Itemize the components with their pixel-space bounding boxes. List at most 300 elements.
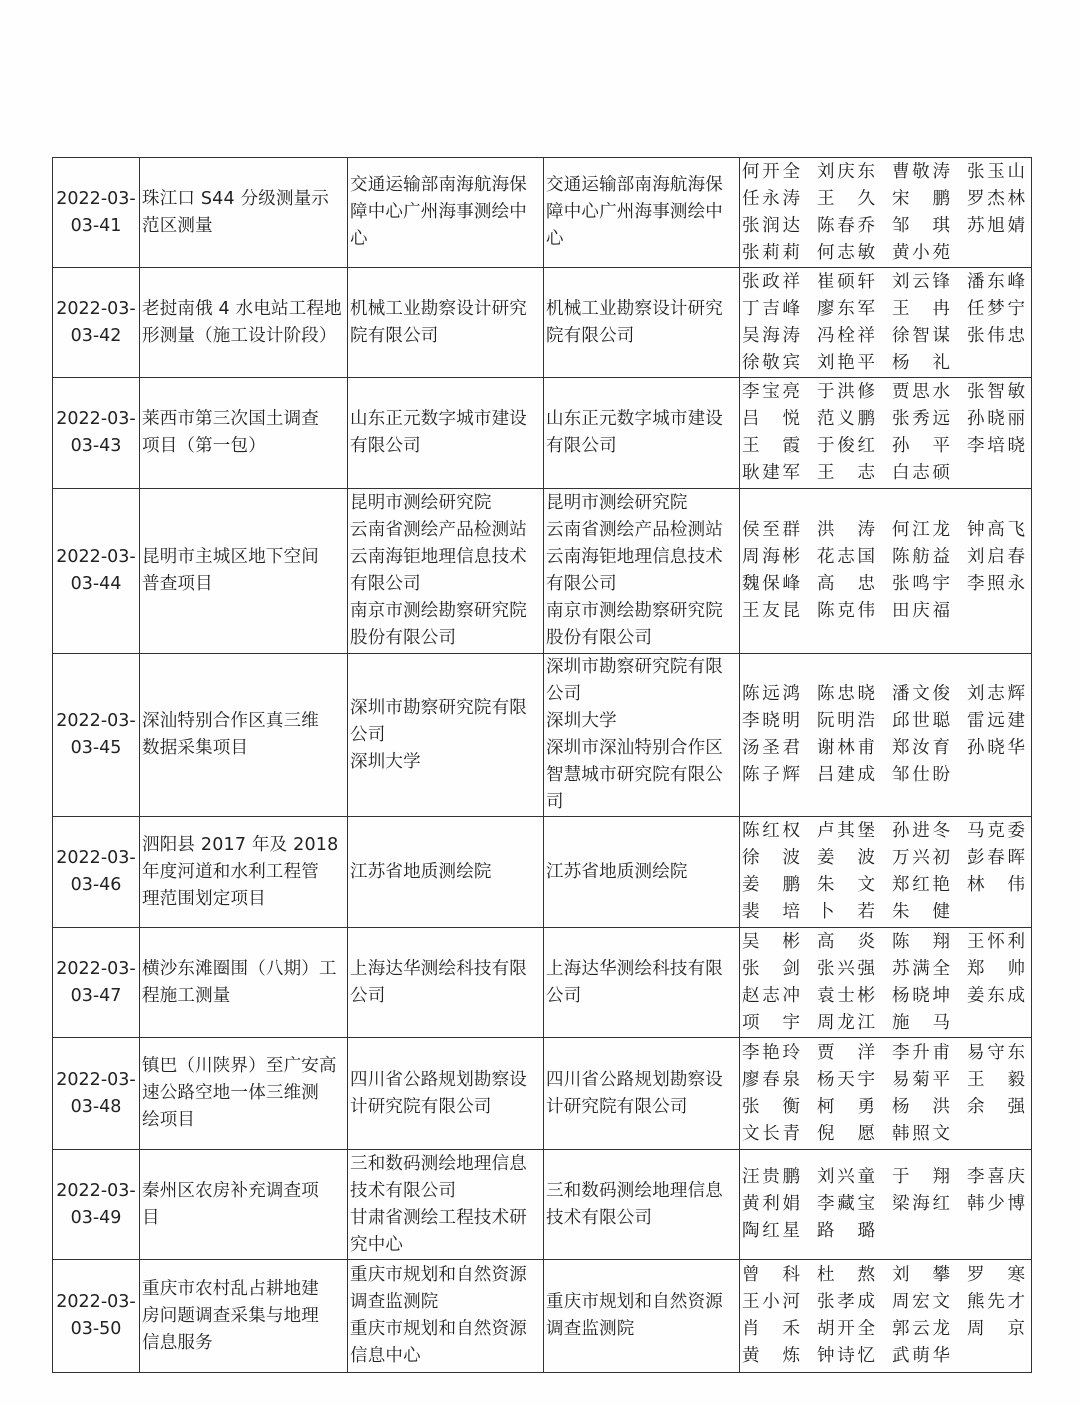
person-name: 文长青 (742, 1123, 800, 1144)
person-name: 宋 鹏 (892, 188, 950, 209)
person-name: 李晓明 (742, 711, 800, 731)
project-name-line: 镇巴（川陕界）至广安高 (142, 1056, 337, 1076)
main-organization-cell (544, 928, 740, 1038)
person-name: 郑 帅 (967, 958, 1025, 979)
personnel-grid (742, 1262, 1029, 1370)
person-name: 花志国 (817, 547, 875, 567)
main-organization-line: 技术有限公司 (546, 1207, 653, 1228)
personnel-grid (742, 1164, 1029, 1245)
completing-unit-cell (348, 268, 544, 378)
person-name: 高 炎 (817, 931, 875, 952)
person-name: 耿建军 (742, 463, 800, 483)
person-name: 刘艳平 (817, 352, 875, 373)
project-number-line: 03-42 (70, 325, 122, 346)
person-name: 陈克伟 (817, 601, 875, 621)
completing-unit-line: 昆明市测绘研究院 (350, 493, 492, 513)
person-name: 陶红星 (742, 1221, 800, 1241)
main-organization-line: 云南海钜地理信息技术 (546, 547, 723, 567)
completing-unit-line: 三和数码测绘地理信息 (350, 1153, 527, 1174)
personnel-grid (742, 1040, 1029, 1148)
personnel-cell (740, 817, 1032, 928)
person-name: 张兴强 (817, 958, 875, 979)
person-name: 吴海涛 (742, 325, 800, 346)
person-name: 施 马 (892, 1012, 950, 1033)
person-name: 李藏宝 (817, 1194, 875, 1214)
project-name-line: 绘项目 (142, 1110, 196, 1130)
main-organization-line: 三和数码测绘地理信息 (546, 1180, 723, 1201)
person-name: 马克委 (967, 821, 1025, 841)
main-organization-line: 深圳市勘察研究院有限 (546, 657, 723, 677)
person-name: 刘 攀 (892, 1265, 950, 1285)
main-organization-line: 股份有限公司 (546, 628, 653, 648)
person-name: 陈 翔 (892, 931, 950, 952)
project-name-cell (140, 928, 348, 1038)
person-name: 徐智谋 (892, 325, 950, 346)
completing-unit-line: 有限公司 (350, 436, 421, 456)
person-name: 张 剑 (742, 958, 800, 979)
main-organization-line: 交通运输部南海航海保 (546, 175, 723, 195)
project-name-line: 房问题调查采集与地理 (142, 1305, 319, 1326)
personnel-grid (742, 929, 1029, 1037)
main-organization-cell (544, 158, 740, 268)
person-name: 阮明浩 (817, 711, 875, 731)
personnel-grid (742, 269, 1029, 377)
project-name-line: 年度河道和水利工程管 (142, 861, 319, 882)
person-name: 刘启春 (967, 547, 1025, 567)
person-name: 罗杰林 (967, 188, 1025, 209)
completing-unit-cell (348, 1260, 544, 1373)
project-name-line: 理范围划定项目 (142, 888, 266, 909)
person-name: 李照永 (967, 574, 1025, 594)
personnel-cell (740, 378, 1032, 489)
person-name: 李喜庆 (967, 1167, 1025, 1187)
person-name: 张莉莉 (742, 242, 800, 263)
person-name: 易菊平 (892, 1069, 950, 1090)
person-name: 黄 炼 (742, 1346, 800, 1366)
person-name: 张伟忠 (967, 325, 1025, 346)
person-name: 任梦宁 (967, 298, 1025, 319)
person-name: 吕建成 (817, 765, 875, 785)
person-name: 洪 涛 (817, 520, 875, 540)
person-name: 陈舫益 (892, 547, 950, 567)
person-name: 胡开全 (817, 1319, 875, 1339)
project-number-line: 2022-03- (56, 848, 136, 868)
project-number-line: 03-47 (70, 985, 122, 1006)
person-name: 郭云龙 (892, 1319, 950, 1339)
project-name-cell (140, 1150, 348, 1260)
person-name: 邱世聪 (892, 711, 950, 731)
person-name: 杨 洪 (892, 1096, 950, 1117)
project-number-line: 2022-03- (56, 1180, 136, 1201)
person-name: 陈忠晓 (817, 684, 875, 704)
person-name: 王 志 (817, 463, 875, 483)
main-organization-line: 昆明市测绘研究院 (546, 493, 688, 513)
project-number-line: 2022-03- (56, 298, 136, 319)
completing-unit-line: 云南省测绘产品检测站 (350, 520, 527, 540)
project-number-line: 03-48 (70, 1096, 122, 1117)
completing-unit-cell (348, 489, 544, 654)
person-name: 郑红艳 (892, 875, 950, 895)
person-name: 李宝亮 (742, 382, 800, 402)
completing-unit-cell (348, 654, 544, 817)
person-name: 张智敏 (967, 382, 1025, 402)
person-name: 于俊红 (817, 436, 875, 456)
completing-unit-cell (348, 817, 544, 928)
project-number-line: 2022-03- (56, 958, 136, 979)
project-name-line: 横沙东滩圈围（八期）工 (142, 958, 337, 979)
person-name: 李培晓 (967, 436, 1025, 456)
completing-unit-line: 障中心广州海事测绘中 (350, 202, 527, 222)
completing-unit-line: 股份有限公司 (350, 628, 457, 648)
completing-unit-cell (348, 928, 544, 1038)
completing-unit-line: 四川省公路规划勘察设 (350, 1069, 527, 1090)
project-name-line: 数据采集项目 (142, 738, 249, 758)
project-number-line: 03-44 (70, 574, 122, 594)
completing-unit-line: 深圳大学 (350, 751, 421, 772)
person-name: 白志硕 (892, 463, 950, 483)
person-name: 熊先才 (967, 1292, 1025, 1312)
project-number-line: 2022-03- (56, 1069, 136, 1090)
person-name: 余 强 (967, 1096, 1025, 1117)
person-name: 周宏文 (892, 1292, 950, 1312)
main-organization-cell (544, 654, 740, 817)
person-name: 刘云锋 (892, 271, 950, 292)
completing-unit-line: 心 (350, 229, 368, 249)
personnel-cell (740, 1038, 1032, 1150)
main-organization-line: 智慧城市研究院有限公 (546, 765, 723, 785)
completing-unit-line: 信息中心 (350, 1346, 421, 1366)
person-name: 王 毅 (967, 1069, 1025, 1090)
person-name: 黄利娟 (742, 1194, 800, 1214)
personnel-cell (740, 654, 1032, 817)
person-name: 韩照文 (892, 1123, 950, 1144)
main-organization-line: 公司 (546, 684, 582, 704)
person-name: 孙晓丽 (967, 409, 1025, 429)
person-name: 贾 洋 (817, 1042, 875, 1063)
project-name-line: 昆明市主城区地下空间 (142, 547, 319, 567)
person-name: 张孝成 (817, 1292, 875, 1312)
person-name: 汤圣君 (742, 738, 800, 758)
person-name: 张玉山 (967, 161, 1025, 182)
completing-unit-line: 上海达华测绘科技有限 (350, 958, 527, 979)
person-name: 罗 寒 (967, 1265, 1025, 1285)
person-name: 于 翔 (892, 1167, 950, 1187)
completing-unit-cell (348, 158, 544, 268)
person-name: 冯栓祥 (817, 325, 875, 346)
project-number-cell (53, 268, 140, 378)
project-name-cell (140, 268, 348, 378)
person-name: 田庆福 (892, 601, 950, 621)
project-name-line: 目 (142, 1207, 160, 1228)
project-name-cell (140, 654, 348, 817)
personnel-cell (740, 268, 1032, 378)
person-name: 黄小苑 (892, 242, 950, 263)
person-name: 曾 科 (742, 1265, 800, 1285)
person-name: 张政祥 (742, 271, 800, 292)
main-organization-line: 机械工业勘察设计研究 (546, 298, 723, 319)
person-name: 苏旭婧 (967, 215, 1025, 236)
project-name-cell (140, 817, 348, 928)
person-name: 倪 愿 (817, 1123, 875, 1144)
person-name: 卜 若 (817, 902, 875, 922)
table-row (53, 489, 1032, 654)
person-name: 朱 健 (892, 902, 950, 922)
person-name: 汪贵鹏 (742, 1167, 800, 1187)
person-name: 刘志辉 (967, 684, 1025, 704)
person-name: 孙晓华 (967, 738, 1025, 758)
completing-unit-line: 机械工业勘察设计研究 (350, 298, 527, 319)
main-organization-cell (544, 489, 740, 654)
person-name: 刘庆东 (817, 161, 875, 182)
project-name-line: 速公路空地一体三维测 (142, 1083, 319, 1103)
main-organization-line: 深圳大学 (546, 711, 617, 731)
person-name: 袁士彬 (817, 985, 875, 1006)
main-organization-line: 南京市测绘勘察研究院 (546, 601, 723, 621)
main-organization-line: 山东正元数字城市建设 (546, 409, 723, 429)
person-name: 崔硕轩 (817, 271, 875, 292)
person-name: 曹敬涛 (892, 161, 950, 182)
project-number-cell (53, 1150, 140, 1260)
person-name: 周龙江 (817, 1012, 875, 1033)
table-body (53, 158, 1032, 1373)
completing-unit-cell (348, 378, 544, 489)
award-project-table (52, 157, 1032, 1373)
person-name: 邹仕盼 (892, 765, 950, 785)
person-name: 陈远鸿 (742, 684, 800, 704)
main-organization-line: 重庆市规划和自然资源 (546, 1292, 723, 1312)
completing-unit-line: 南京市测绘勘察研究院 (350, 601, 527, 621)
person-name: 周海彬 (742, 547, 800, 567)
table-row (53, 268, 1032, 378)
main-organization-line: 江苏省地质测绘院 (546, 861, 688, 882)
person-name: 吴 彬 (742, 931, 800, 952)
person-name: 邹 琪 (892, 215, 950, 236)
project-name-cell (140, 1260, 348, 1373)
project-number-cell (53, 1260, 140, 1373)
person-name: 王 霞 (742, 436, 800, 456)
personnel-grid (742, 681, 1029, 789)
project-name-line: 项目（第一包） (142, 436, 266, 456)
person-name: 徐敬宾 (742, 352, 800, 373)
person-name: 姜东成 (967, 985, 1025, 1006)
main-organization-cell (544, 1260, 740, 1373)
person-name: 朱 文 (817, 875, 875, 895)
project-number-cell (53, 158, 140, 268)
personnel-grid (742, 379, 1029, 487)
personnel-grid (742, 159, 1029, 267)
person-name: 贾思水 (892, 382, 950, 402)
person-name: 丁吉峰 (742, 298, 800, 319)
main-organization-cell (544, 1150, 740, 1260)
main-organization-line: 有限公司 (546, 436, 617, 456)
person-name: 谢林甫 (817, 738, 875, 758)
main-organization-line: 有限公司 (546, 574, 617, 594)
person-name: 周 京 (967, 1319, 1025, 1339)
person-name: 徐 波 (742, 848, 800, 868)
project-number-line: 2022-03- (56, 547, 136, 567)
person-name: 杨晓坤 (892, 985, 950, 1006)
project-name-line: 形测量（施工设计阶段） (142, 325, 337, 346)
main-organization-line: 调查监测院 (546, 1319, 635, 1339)
person-name: 潘东峰 (967, 271, 1025, 292)
person-name: 李艳玲 (742, 1042, 800, 1063)
person-name: 王 久 (817, 188, 875, 209)
main-organization-line: 院有限公司 (546, 325, 635, 346)
person-name: 孙进冬 (892, 821, 950, 841)
completing-unit-line: 调查监测院 (350, 1292, 439, 1312)
person-name: 何江龙 (892, 520, 950, 540)
project-name-line: 程施工测量 (142, 985, 231, 1006)
person-name: 王友昆 (742, 601, 800, 621)
person-name: 刘兴童 (817, 1167, 875, 1187)
project-name-line: 莱西市第三次国土调查 (142, 409, 319, 429)
person-name: 张 衡 (742, 1096, 800, 1117)
project-number-line: 03-50 (70, 1319, 122, 1339)
person-name: 陈春乔 (817, 215, 875, 236)
project-number-line: 03-41 (70, 215, 122, 236)
personnel-grid (742, 517, 1029, 625)
completing-unit-line: 甘肃省测绘工程技术研 (350, 1207, 527, 1228)
table-row (53, 1038, 1032, 1150)
project-name-cell (140, 158, 348, 268)
completing-unit-line: 江苏省地质测绘院 (350, 861, 492, 882)
person-name: 雷远建 (967, 711, 1025, 731)
completing-unit-line: 计研究院有限公司 (350, 1096, 492, 1117)
person-name: 潘文俊 (892, 684, 950, 704)
personnel-cell (740, 158, 1032, 268)
main-organization-cell (544, 378, 740, 489)
person-name: 郑汝育 (892, 738, 950, 758)
person-name: 项 宇 (742, 1012, 800, 1033)
person-name: 易守东 (967, 1042, 1025, 1063)
project-number-cell (53, 654, 140, 817)
table-row (53, 378, 1032, 489)
person-name: 卢其堡 (817, 821, 875, 841)
table-row (53, 1260, 1032, 1373)
person-name: 张秀远 (892, 409, 950, 429)
completing-unit-line: 公司 (350, 985, 386, 1006)
person-name: 裴 培 (742, 902, 800, 922)
person-name: 姜 鹏 (742, 875, 800, 895)
completing-unit-line: 山东正元数字城市建设 (350, 409, 527, 429)
table-row (53, 654, 1032, 817)
person-name: 赵志冲 (742, 985, 800, 1006)
person-name: 王怀利 (967, 931, 1025, 952)
person-name: 张鸣宇 (892, 574, 950, 594)
completing-unit-line: 究中心 (350, 1234, 404, 1255)
project-name-line: 秦州区农房补充调查项 (142, 1180, 319, 1201)
project-number-line: 03-45 (70, 738, 122, 758)
main-organization-line: 上海达华测绘科技有限 (546, 958, 723, 979)
person-name: 路 璐 (817, 1221, 875, 1241)
person-name: 高 忠 (817, 574, 875, 594)
completing-unit-line: 云南海钜地理信息技术 (350, 547, 527, 567)
project-number-cell (53, 378, 140, 489)
person-name: 魏保峰 (742, 574, 800, 594)
personnel-cell (740, 489, 1032, 654)
main-organization-line: 云南省测绘产品检测站 (546, 520, 723, 540)
person-name: 苏满全 (892, 958, 950, 979)
person-name: 任永涛 (742, 188, 800, 209)
project-name-line: 泗阳县 2017 年及 2018 (142, 834, 339, 855)
person-name: 王 冉 (892, 298, 950, 319)
person-name: 张润达 (742, 215, 800, 236)
project-name-line: 重庆市农村乱占耕地建 (142, 1278, 319, 1299)
project-number-cell (53, 817, 140, 928)
main-organization-line: 计研究院有限公司 (546, 1096, 688, 1117)
main-organization-cell (544, 268, 740, 378)
project-name-line: 普查项目 (142, 574, 213, 594)
person-name: 何志敏 (817, 242, 875, 263)
project-number-line: 2022-03- (56, 409, 136, 429)
person-name: 杨 礼 (892, 352, 950, 373)
completing-unit-cell (348, 1038, 544, 1150)
completing-unit-line: 院有限公司 (350, 325, 439, 346)
completing-unit-line: 重庆市规划和自然资源 (350, 1319, 527, 1339)
project-number-line: 03-46 (70, 875, 122, 895)
person-name: 何开全 (742, 161, 800, 182)
person-name: 陈子辉 (742, 765, 800, 785)
completing-unit-line: 技术有限公司 (350, 1180, 457, 1201)
person-name: 侯至群 (742, 520, 800, 540)
completing-unit-line: 深圳市勘察研究院有限 (350, 697, 527, 718)
person-name: 柯 勇 (817, 1096, 875, 1117)
person-name: 李升甫 (892, 1042, 950, 1063)
main-organization-line: 四川省公路规划勘察设 (546, 1069, 723, 1090)
project-name-cell (140, 1038, 348, 1150)
person-name: 姜 波 (817, 848, 875, 868)
person-name: 廖春泉 (742, 1069, 800, 1090)
person-name: 王小河 (742, 1292, 800, 1312)
person-name: 于洪修 (817, 382, 875, 402)
person-name: 彭春晖 (967, 848, 1025, 868)
completing-unit-cell (348, 1150, 544, 1260)
person-name: 孙 平 (892, 436, 950, 456)
project-name-line: 深汕特别合作区真三维 (142, 711, 319, 731)
project-name-line: 信息服务 (142, 1332, 213, 1353)
project-number-line: 03-49 (70, 1207, 122, 1228)
person-name: 廖东军 (817, 298, 875, 319)
person-name: 韩少博 (967, 1194, 1025, 1214)
project-number-cell (53, 489, 140, 654)
person-name: 吕 悦 (742, 409, 800, 429)
person-name: 杨天宇 (817, 1069, 875, 1090)
main-organization-cell (544, 817, 740, 928)
personnel-cell (740, 928, 1032, 1038)
table-row (53, 817, 1032, 928)
completing-unit-line: 重庆市规划和自然资源 (350, 1265, 527, 1285)
person-name: 范义鹏 (817, 409, 875, 429)
person-name: 武萌华 (892, 1346, 950, 1366)
person-name: 林 伟 (967, 875, 1025, 895)
project-number-line: 2022-03- (56, 711, 136, 731)
main-organization-cell (544, 1038, 740, 1150)
personnel-cell (740, 1150, 1032, 1260)
person-name: 钟高飞 (967, 520, 1025, 540)
table-row (53, 928, 1032, 1038)
project-name-cell (140, 489, 348, 654)
project-name-line: 老挝南俄 4 水电站工程地 (142, 298, 342, 319)
project-number-line: 03-43 (70, 436, 122, 456)
person-name: 杜 熬 (817, 1265, 875, 1285)
person-name: 万兴初 (892, 848, 950, 868)
project-name-line: 范区测量 (142, 215, 213, 236)
table-row (53, 158, 1032, 268)
project-name-line: 珠江口 S44 分级测量示 (142, 188, 330, 209)
personnel-grid (742, 818, 1029, 926)
person-name: 梁海红 (892, 1194, 950, 1214)
main-organization-line: 司 (546, 792, 564, 812)
